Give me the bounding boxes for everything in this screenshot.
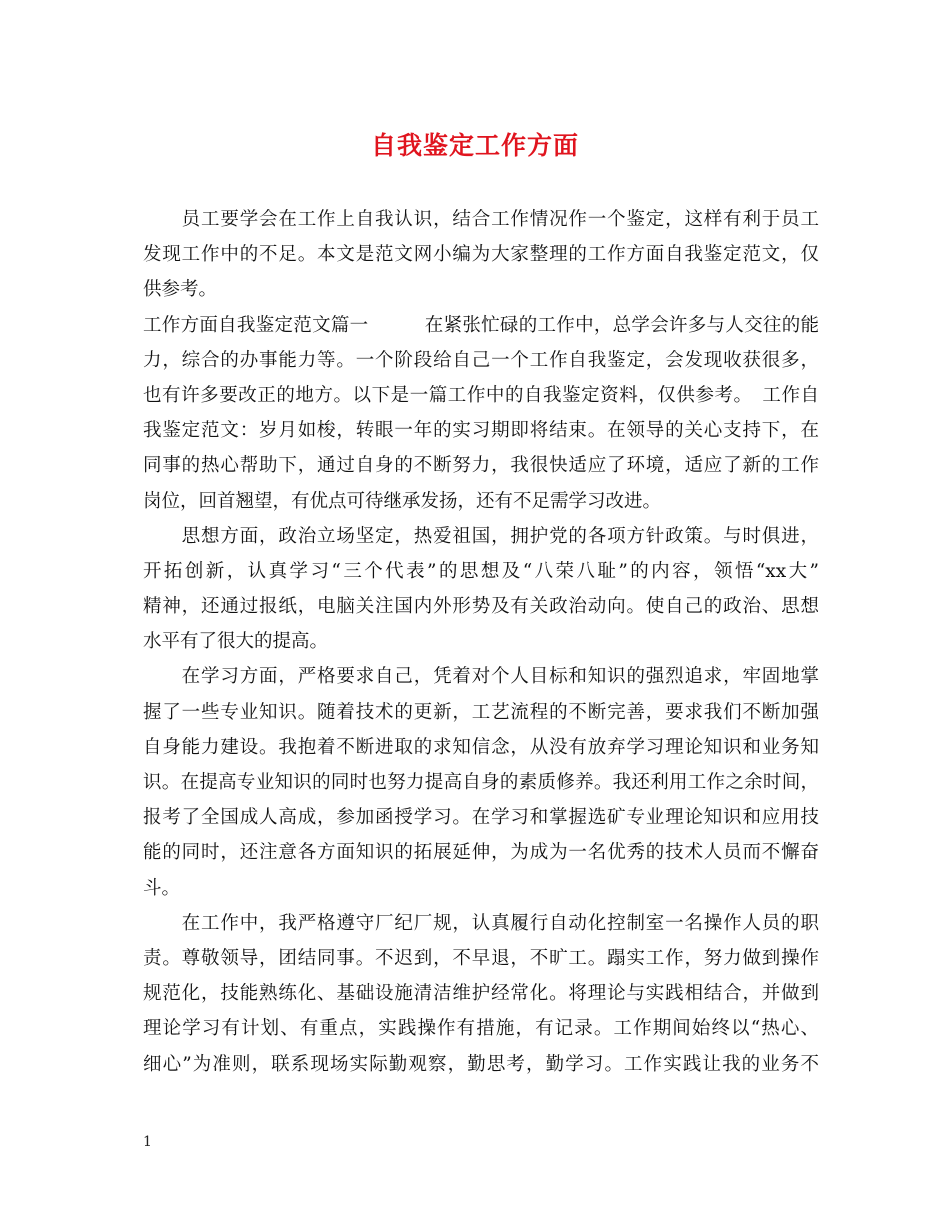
text-line: 在工作中，我严格遵守厂纪厂规，认真履行自动化控制室一名操作人员的职 (143, 912, 819, 934)
text-line: 报考了全国成人高成，参加函授学习。在学习和掌握选矿专业理论知识和应用技 (143, 807, 819, 829)
text-line: 自身能力建设。我抱着不断进取的求知信念，从没有放弃学习理论知识和业务知 (143, 736, 819, 758)
text-line: 力，综合的办事能力等。一个阶段给自己一个工作自我鉴定，会发现收获很多， (143, 349, 819, 371)
text-line: 精神，还通过报纸，电脑关注国内外形势及有关政治动向。使自己的政治、思想 (143, 596, 819, 618)
text-line: 发现工作中的不足。本文是范文网小编为大家整理的工作方面自我鉴定范文，仅 (143, 244, 819, 266)
text-line: 供参考。 (143, 279, 218, 301)
text-line: 员工要学会在工作上自我认识，结合工作情况作一个鉴定，这样有利于员工 (143, 209, 819, 230)
text-line: 岗位，回首翘望，有优点可待继承发扬，还有不足需学习改进。 (143, 490, 662, 512)
text-line: 握了一些专业知识。随着技术的更新，工艺流程的不断完善，要求我们不断加强 (143, 701, 819, 723)
text-line: 开拓创新，认真学习“三个代表”的思想及“八荣八耻”的内容，领悟“xx大” (143, 560, 819, 582)
text-line: 我鉴定范文：岁月如梭，转眼一年的实习期即将结束。在领导的关心支持下，在 (143, 420, 819, 442)
text-line: 在学习方面，严格要求自己，凭着对个人目标和知识的强烈追求，牢固地掌 (143, 666, 819, 688)
text-line: 责。尊敬领导，团结同事。不迟到，不早退，不旷工。蹋实工作，努力做到操作 (143, 947, 819, 969)
text-line: 工作方面自我鉴定范文篇一 在紧张忙碌的工作中，总学会许多与人交往的能 (143, 314, 819, 336)
text-line: 理论学习有计划、有重点，实践操作有措施，有记录。工作期间始终以“热心、 (143, 1018, 819, 1040)
text-line: 也有许多要改正的地方。以下是一篇工作中的自我鉴定资料，仅供参考。 工作自 (143, 384, 819, 406)
text-line: 同事的热心帮助下，通过自身的不断努力，我很快适应了环境，适应了新的工作 (143, 455, 819, 477)
text-line: 能的同时，还注意各方面知识的拓展延伸，为成为一名优秀的技术人员而不懈奋 (143, 842, 819, 864)
text-line: 水平有了很大的提高。 (143, 631, 329, 653)
text-line: 细心”为准则，联系现场实际勤观察，勤思考，勤学习。工作实践让我的业务不 (143, 1053, 819, 1075)
document-body (143, 202, 819, 1082)
text-line: 斗。 (143, 877, 181, 899)
text-line: 识。在提高专业知识的同时也努力提高自身的素质修养。我还利用工作之余时间， (143, 772, 819, 793)
text-line: 思想方面，政治立场坚定，热爱祖国，拥护党的各项方针政策。与时俱进， (143, 525, 819, 547)
text-line: 规范化，技能熟练化、基础设施清洁维护经常化。将理论与实践相结合，并做到 (143, 983, 819, 1005)
document-title: 自我鉴定工作方面 (370, 131, 579, 160)
page-number: 1 (143, 1134, 152, 1150)
